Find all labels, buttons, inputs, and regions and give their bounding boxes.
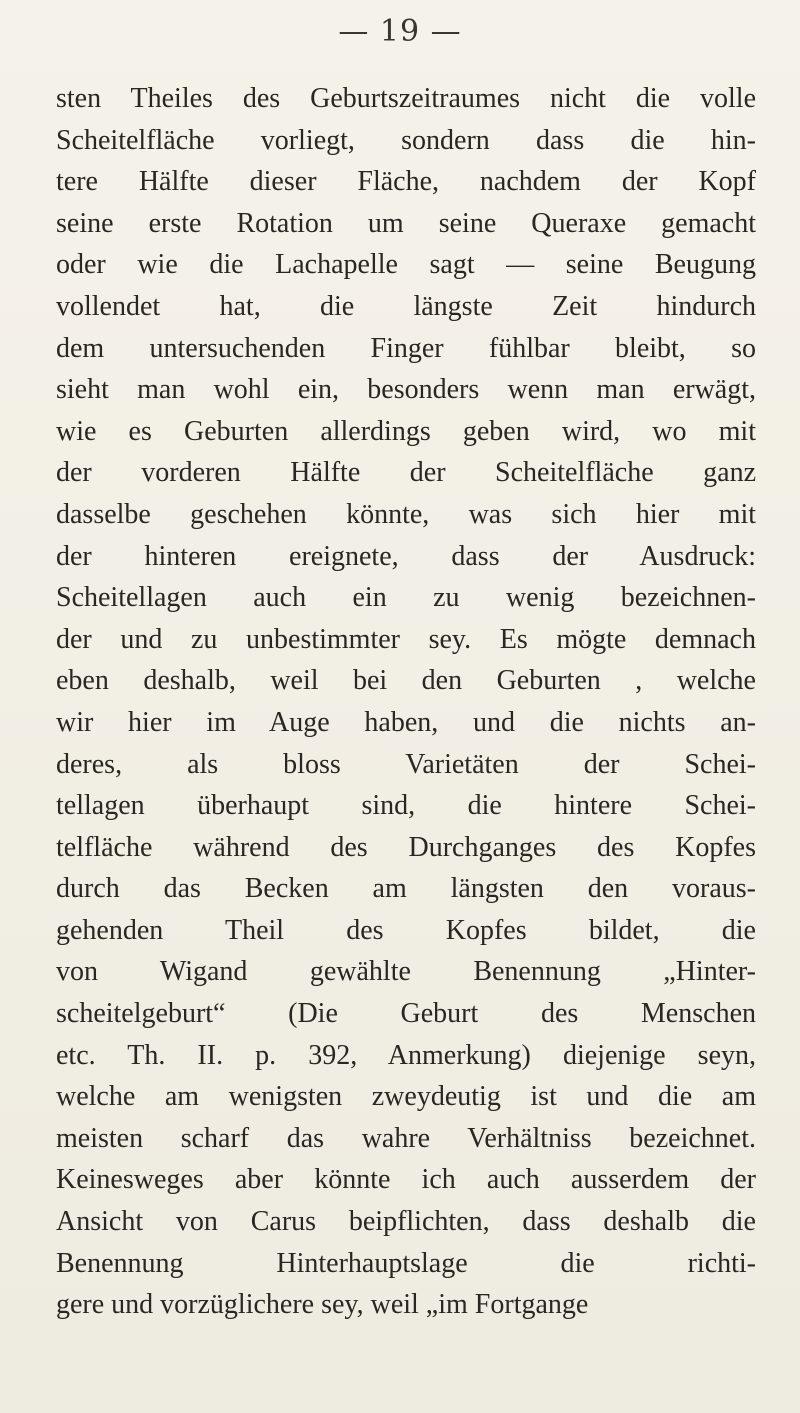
text-line: wie es Geburten allerdings geben wird, wo mit	[56, 415, 756, 447]
text-line: dasselbe geschehen könnte, was sich hier mit	[56, 498, 756, 530]
text-line: vollendet hat, die längste Zeit hindurch	[56, 290, 756, 322]
text-line: Ansicht von Carus beipflichten, dass deshalb die	[56, 1206, 756, 1238]
text-line: meisten scharf das wahre Verhältniss bezeichnet.	[56, 1122, 756, 1154]
text-line: tellagen überhaupt sind, die hintere Schei-	[56, 790, 756, 822]
text-line: durch das Becken am längsten den voraus-	[56, 873, 756, 905]
text-line: etc. Th. II. p. 392, Anmerkung) diejenige seyn,	[56, 1039, 756, 1071]
text-line: der und zu unbestimmter sey. Es mögte demnach	[56, 623, 756, 655]
text-line: telfläche während des Durchganges des Kopfes	[56, 831, 756, 863]
text-line: gere und vorzüglichere sey, weil „im Fortgange	[56, 1289, 589, 1321]
text-line: welche am wenigsten zweydeutig ist und die am	[56, 1081, 756, 1113]
text-line: der hinteren ereignete, dass der Ausdruck:	[56, 540, 756, 572]
text-line: sieht man wohl ein, besonders wenn man erwägt,	[56, 374, 756, 406]
text-line: gehenden Theil des Kopfes bildet, die	[56, 914, 756, 946]
text-line: scheitelgeburt“ (Die Geburt des Menschen	[56, 998, 756, 1030]
text-line: von Wigand gewählte Benennung „Hinter-	[56, 956, 756, 988]
text-line: Keinesweges aber könnte ich auch ausserdem der	[56, 1164, 756, 1196]
text-line: der vorderen Hälfte der Scheitelfläche ganz	[56, 457, 756, 489]
body-text	[56, 78, 756, 1326]
text-line: Scheitelfläche vorliegt, sondern dass die hin-	[56, 124, 756, 156]
text-line: eben deshalb, weil bei den Geburten , welche	[56, 665, 756, 697]
text-line: deres, als bloss Varietäten der Schei-	[56, 748, 756, 780]
text-line: dem untersuchenden Finger fühlbar bleibt, so	[56, 332, 756, 364]
text-line: wir hier im Auge haben, und die nichts an-	[56, 706, 756, 738]
text-line: Scheitellagen auch ein zu wenig bezeichnen-	[56, 582, 756, 614]
text-line: tere Hälfte dieser Fläche, nachdem der Kopf	[56, 166, 756, 198]
text-line: seine erste Rotation um seine Queraxe gemacht	[56, 207, 756, 239]
text-line: sten Theiles des Geburtszeitraumes nicht die volle	[56, 83, 756, 114]
page-number: — 19 —	[338, 14, 462, 49]
text-line: Benennung Hinterhauptslage die richti-	[56, 1247, 756, 1279]
text-line: oder wie die Lachapelle sagt — seine Beugung	[56, 249, 756, 281]
